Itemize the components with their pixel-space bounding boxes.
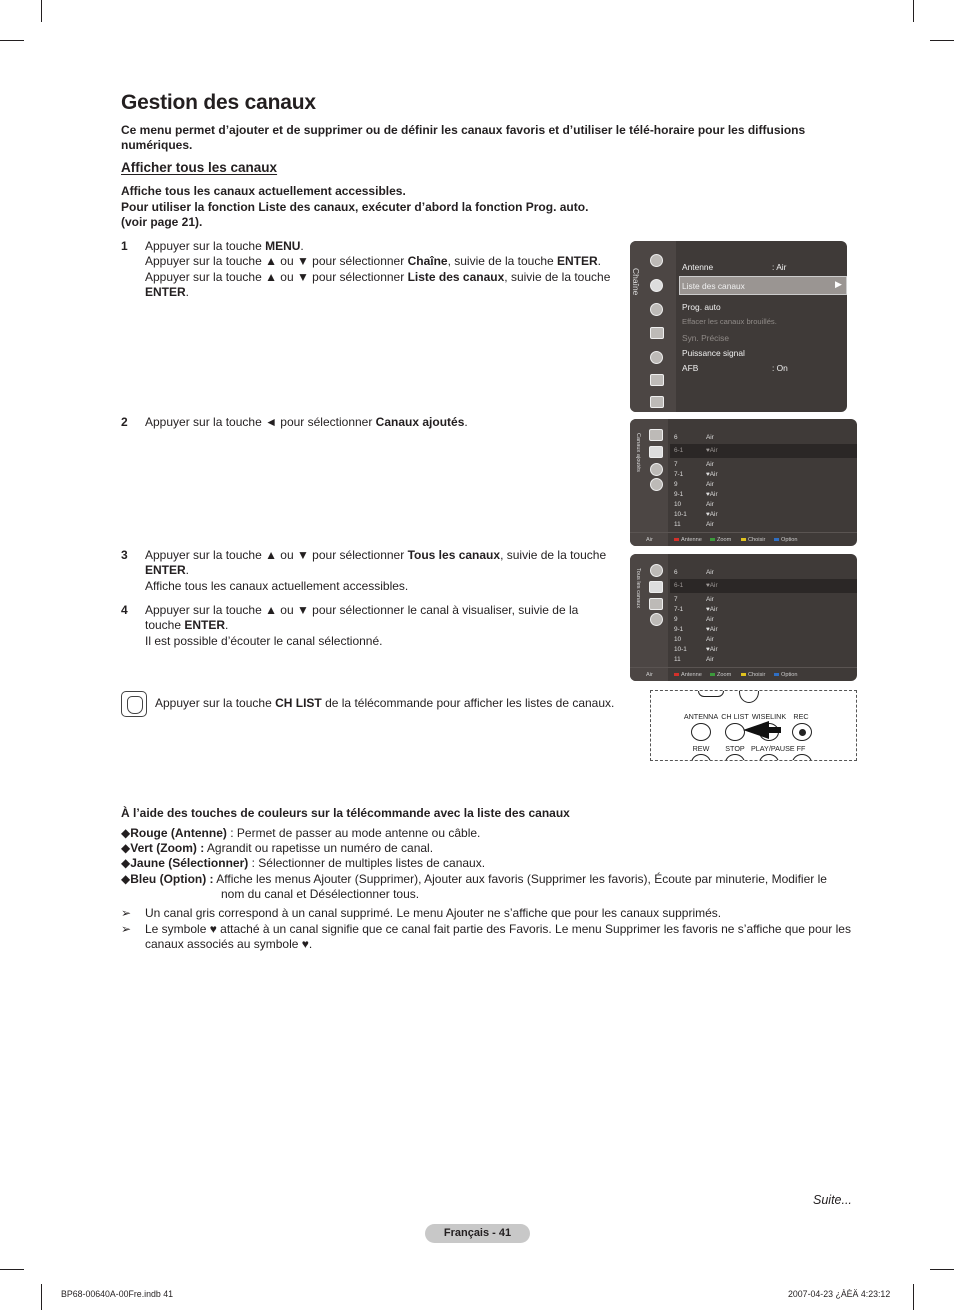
red-key-legend: Antenne xyxy=(674,672,702,678)
pointer-arrow-icon xyxy=(743,721,769,739)
step-number: 4 xyxy=(121,603,128,617)
channel-row[interactable] xyxy=(674,616,714,623)
bullet-green: ◆Vert (Zoom) : Agrandit ou rapetisse un numéro de canal. xyxy=(121,841,434,855)
bullet-red: ◆Rouge (Antenne) : Permet de passer au mode antenne ou câble. xyxy=(121,826,481,840)
play-arrow-icon: ▶ xyxy=(835,279,842,289)
footer-filename: BP68-00640A-00Fre.indb 41 xyxy=(61,1289,173,1299)
remote-label-antenna: ANTENNA xyxy=(683,712,719,721)
crop-mark xyxy=(913,0,914,22)
osd-added-channels xyxy=(630,419,857,546)
green-key-icon xyxy=(710,673,715,676)
menu-item-clear-scrambled: Effacer les canaux brouillés. xyxy=(682,317,777,326)
picture-icon xyxy=(650,254,663,267)
channel-source: ♥Air xyxy=(706,646,718,653)
remote-label-play-pause: PLAY/PAUSE xyxy=(751,744,795,753)
yellow-key-legend: Choisir xyxy=(741,672,765,678)
channel-number: 6 xyxy=(674,569,678,576)
channel-source: Air xyxy=(706,636,714,643)
channel-row[interactable] xyxy=(674,501,714,508)
osd-footer xyxy=(630,532,857,546)
channel-row[interactable] xyxy=(674,491,718,498)
channel-row-highlight xyxy=(670,579,857,593)
input-icon xyxy=(650,327,664,339)
step-4: 4 Appuyer sur la touche ▲ ou ▼ pour sélectionner le canal à visualiser, suivie de la touche ENTER. Il est possible d’écouter le canal sélectionné. xyxy=(121,603,579,648)
remote-top-button xyxy=(698,690,724,697)
diamond-bullet-icon: ◆ xyxy=(121,856,131,870)
channel-row[interactable] xyxy=(674,636,714,643)
green-key-icon xyxy=(710,538,715,541)
rec-dot-icon xyxy=(799,729,806,736)
channel-row[interactable] xyxy=(674,582,718,589)
channel-icon xyxy=(650,279,663,292)
section-heading: Afficher tous les canaux xyxy=(121,160,278,175)
tip-arrow-icon: ➢ xyxy=(121,906,132,920)
channel-number: 10-1 xyxy=(674,511,687,518)
added-channels-icon xyxy=(649,598,663,610)
setup-icon xyxy=(650,303,663,316)
menu-value-afb: : On xyxy=(772,363,788,373)
channel-row[interactable] xyxy=(674,481,714,488)
channel-number: 9 xyxy=(674,481,678,488)
channel-source: Air xyxy=(706,656,714,663)
channel-source: Air xyxy=(706,501,714,508)
crop-mark xyxy=(0,1269,24,1270)
channel-row[interactable] xyxy=(674,626,718,633)
menu-item-afb[interactable]: AFB xyxy=(682,363,699,373)
red-key-icon xyxy=(674,673,679,676)
remote-label-ch-list: CH LIST xyxy=(721,712,749,721)
channel-row[interactable] xyxy=(674,471,718,478)
remote-ff-button xyxy=(792,754,812,761)
channel-number: 6-1 xyxy=(674,582,684,589)
osd-side-label: Tous les canaux xyxy=(635,568,641,609)
remote-ch-list-button xyxy=(725,723,745,741)
channel-row[interactable] xyxy=(674,646,718,653)
remote-rew-button xyxy=(691,754,711,761)
channel-source: ♥Air xyxy=(706,606,718,613)
channel-source: ♥Air xyxy=(706,582,718,589)
channel-number: 7-1 xyxy=(674,606,684,613)
diamond-bullet-icon: ◆ xyxy=(121,826,131,840)
blue-key-icon xyxy=(774,673,779,676)
section-description xyxy=(121,184,621,231)
channel-number: 7 xyxy=(674,461,678,468)
tip-arrow-icon: ➢ xyxy=(121,922,132,936)
bullet-blue-continued: nom du canal et Désélectionner tous. xyxy=(221,887,420,901)
crop-mark xyxy=(41,0,42,22)
channel-source: Air xyxy=(706,596,714,603)
diamond-bullet-icon: ◆ xyxy=(121,841,131,855)
footer-mode: Air xyxy=(646,672,653,678)
channel-row[interactable] xyxy=(674,434,714,441)
step-2: 2 Appuyer sur la touche ◄ pour sélectionner Canaux ajoutés. xyxy=(121,415,468,429)
channel-row[interactable] xyxy=(674,521,714,528)
channel-source: ♥Air xyxy=(706,447,718,454)
blue-key-icon xyxy=(774,538,779,541)
channel-row[interactable] xyxy=(674,656,714,663)
channel-number: 6-1 xyxy=(674,447,684,454)
osd-footer xyxy=(630,667,857,681)
menu-item-fine-tune: Syn. Précise xyxy=(682,333,730,343)
red-key-icon xyxy=(674,538,679,541)
remote-label-stop: STOP xyxy=(725,744,745,753)
channel-source: Air xyxy=(706,569,714,576)
green-key-legend: Zoom xyxy=(710,672,731,678)
hand-note-icon xyxy=(121,691,147,717)
menu-item-auto-program[interactable]: Prog. auto xyxy=(682,302,721,312)
favorites-icon xyxy=(650,463,663,476)
channel-row[interactable] xyxy=(674,569,714,576)
remote-illustration xyxy=(650,690,857,761)
diamond-bullet-icon: ◆ xyxy=(121,872,131,886)
page-number-badge: Français - 41 xyxy=(425,1224,530,1243)
step-number: 2 xyxy=(121,415,128,429)
channel-number: 7-1 xyxy=(674,471,684,478)
channel-source: ♥Air xyxy=(706,491,718,498)
crop-mark xyxy=(930,1269,954,1270)
step-1: 1 Appuyer sur la touche MENU. Appuyer sur la touche ▲ ou ▼ pour sélectionner Chaîne, suivie de la touche ENTER. Appuyer sur la touche ▲ ou ▼ pour sélectionner Liste des canaux, suivie de la touche ENTER. xyxy=(121,239,611,299)
channel-number: 6 xyxy=(674,434,678,441)
bullet-blue: ◆Bleu (Option) : Affiche les menus Ajouter (Supprimer), Ajouter aux favoris (Supprimer les favoris), Écoute par minuterie, Modifier le xyxy=(121,872,827,886)
section-desc-line: Pour utiliser la fonction Liste des canaux, exécuter d’abord la fonction Prog. auto. xyxy=(121,199,589,214)
remote-stop-button xyxy=(725,754,745,761)
note-text: Appuyer sur la touche CH LIST de la télécommande pour afficher les listes de canaux. xyxy=(155,696,615,710)
step-3: 3 Appuyer sur la touche ▲ ou ▼ pour sélectionner Tous les canaux, suivie de la touche ENTER. Affiche tous les canaux actuellement accessibles. xyxy=(121,548,607,593)
channel-row[interactable] xyxy=(674,447,718,454)
channel-row-highlight xyxy=(670,444,857,458)
channel-row[interactable] xyxy=(674,461,714,468)
continued-label: Suite... xyxy=(813,1193,852,1207)
footer-timestamp: 2007-04-23 ¿ÀÈÄ 4:23:12 xyxy=(788,1289,891,1299)
remote-top-button xyxy=(739,690,759,703)
added-channels-icon xyxy=(649,429,663,441)
remote-label-rew: REW xyxy=(692,744,710,753)
channel-row[interactable] xyxy=(674,511,718,518)
step-number: 3 xyxy=(121,548,128,562)
green-key-legend: Zoom xyxy=(710,537,731,543)
channel-list-icon xyxy=(650,564,663,577)
channel-source: Air xyxy=(706,434,714,441)
channel-number: 11 xyxy=(674,656,681,663)
channel-number: 9-1 xyxy=(674,626,684,633)
menu-item-channel-list[interactable]: Liste des canaux xyxy=(682,281,745,291)
channel-number: 10-1 xyxy=(674,646,687,653)
crop-mark xyxy=(41,1284,42,1310)
channel-source: Air xyxy=(706,481,714,488)
channel-source: ♥Air xyxy=(706,471,718,478)
color-keys-heading: À l’aide des touches de couleurs sur la télécommande avec la liste des canaux xyxy=(121,806,570,820)
channel-number: 10 xyxy=(674,501,682,508)
channel-number: 10 xyxy=(674,636,682,643)
remote-label-ff: FF xyxy=(796,744,806,753)
pointer-arrow-shaft xyxy=(767,727,781,733)
remote-label-rec: REC xyxy=(793,712,809,721)
step-number: 1 xyxy=(121,239,128,253)
bullet-yellow: ◆Jaune (Sélectionner) : Sélectionner de multiples listes de canaux. xyxy=(121,856,486,870)
all-channels-icon xyxy=(649,446,663,458)
remote-antenna-button xyxy=(691,723,711,741)
intro-text: Ce menu permet d’ajouter et de supprimer ou de définir les canaux favoris et d’utiliser le télé-horaire pour les diffusions numériques. xyxy=(121,123,806,152)
channel-source: ♥Air xyxy=(706,626,718,633)
channel-number: 9-1 xyxy=(674,491,684,498)
application-icon xyxy=(650,374,664,386)
remote-label-wiselink: WISELINK xyxy=(751,712,787,721)
osd-channel-menu xyxy=(630,241,847,412)
osd-all-channels xyxy=(630,554,857,681)
footer-mode: Air xyxy=(646,537,653,543)
crop-mark xyxy=(913,1284,914,1310)
menu-item-signal-strength[interactable]: Puissance signal xyxy=(682,348,745,358)
all-channels-icon xyxy=(649,581,663,593)
channel-row[interactable] xyxy=(674,596,714,603)
yellow-key-legend: Choisir xyxy=(741,537,765,543)
channel-number: 11 xyxy=(674,521,681,528)
blue-key-legend: Option xyxy=(774,537,797,543)
red-key-legend: Antenne xyxy=(674,537,702,543)
channel-number: 9 xyxy=(674,616,678,623)
osd-side-label: Canaux ajoutés xyxy=(635,433,641,472)
channel-number: 7 xyxy=(674,596,678,603)
tv-icon xyxy=(650,396,664,408)
menu-value-antenna: : Air xyxy=(772,262,787,272)
section-desc-line: (voir page 21). xyxy=(121,215,203,229)
osd-side-label: Chaîne xyxy=(631,268,641,296)
crop-mark xyxy=(930,40,954,41)
page-title: Gestion des canaux xyxy=(121,91,316,114)
yellow-key-icon xyxy=(741,673,746,676)
channel-row[interactable] xyxy=(674,606,718,613)
blue-key-legend: Option xyxy=(774,672,797,678)
sound-icon xyxy=(650,351,663,364)
channel-source: Air xyxy=(706,616,714,623)
favorites-icon xyxy=(650,613,663,626)
remote-play-pause-button xyxy=(759,754,779,761)
channel-source: ♥Air xyxy=(706,511,718,518)
programmed-icon xyxy=(650,478,663,491)
yellow-key-icon xyxy=(741,538,746,541)
channel-source: Air xyxy=(706,461,714,468)
crop-mark xyxy=(0,40,24,41)
menu-item-antenna[interactable]: Antenne xyxy=(682,262,714,272)
section-desc-line: Affiche tous les canaux actuellement accessibles. xyxy=(121,184,406,198)
channel-source: Air xyxy=(706,521,714,528)
